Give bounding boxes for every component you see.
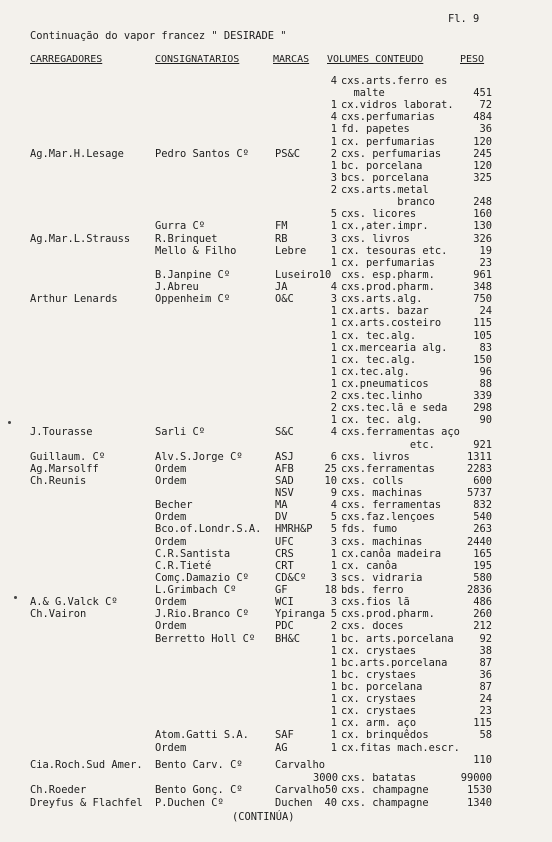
- cell-conteudo: cx. tesouras etc.: [341, 244, 448, 257]
- cell-consignatario: Ordem: [155, 511, 187, 524]
- table-row: [0, 367, 552, 379]
- cell-volumes: 6: [330, 450, 337, 463]
- cell-volumes: 1: [330, 378, 337, 390]
- table-row: [0, 100, 552, 112]
- cell-peso: 540: [473, 511, 492, 524]
- cell-peso: 325: [473, 171, 492, 184]
- table-row: [0, 798, 552, 810]
- cell-volumes: 3: [330, 571, 337, 584]
- cell-consignatario: C.R.Santista: [155, 547, 231, 560]
- cell-peso: 248: [473, 196, 492, 209]
- table-row: [0, 452, 552, 464]
- cell-conteudo: cxs. champagne: [341, 796, 429, 809]
- cell-peso: 115: [473, 717, 492, 730]
- cell-conteudo: cxs.arts.metal: [341, 184, 429, 197]
- cell-conteudo: cxs.tec.linho: [341, 390, 423, 403]
- table-row: [0, 706, 552, 718]
- cell-volumes: 4: [330, 111, 337, 124]
- cell-peso: 600: [473, 474, 492, 487]
- cell-carregador: Ch.Vairon: [30, 608, 87, 621]
- cell-conteudo: cx. perfumarias: [341, 135, 435, 148]
- cell-peso: 961: [473, 268, 492, 281]
- cell-marca: JA: [275, 281, 288, 294]
- cell-carregador: Ag.Mar.H.Lesage: [30, 147, 124, 160]
- cell-consignatario: Ordem: [155, 462, 187, 475]
- cell-marca: CRS: [275, 547, 294, 560]
- cell-carregador: Guillaum. Cº: [30, 450, 106, 463]
- cell-conteudo: cx. crystaes: [341, 693, 417, 706]
- cell-peso: 87: [479, 681, 492, 693]
- cell-conteudo: bc. arts.porcelana: [341, 632, 454, 645]
- table-row: [0, 427, 552, 439]
- cell-consignatario: P.Duchen Cº: [155, 796, 224, 809]
- cell-peso: 1311: [466, 450, 492, 463]
- cell-conteudo: cxs. livros: [341, 232, 410, 245]
- cell-consignatario: Alv.S.Jorge Cº: [155, 450, 243, 463]
- cell-carregador: Ch.Reunis: [30, 474, 87, 487]
- cell-conteudo: bc. porcelana: [341, 159, 423, 172]
- cell-volumes: 4: [330, 75, 337, 87]
- cell-volumes: 2: [330, 147, 337, 160]
- cell-peso: 23: [479, 705, 492, 718]
- table-row: [0, 258, 552, 270]
- cell-consignatario: Sarli Cº: [155, 426, 206, 439]
- cell-peso: 339: [473, 390, 492, 403]
- cell-marca: Ypiranga: [275, 608, 326, 621]
- table-row: [0, 391, 552, 403]
- cell-volumes: 1: [330, 256, 337, 269]
- table-row: [0, 221, 552, 233]
- table-row: [0, 537, 552, 549]
- cell-volumes: 1: [330, 729, 337, 742]
- cell-carregador: Ag.Marsolff: [30, 462, 99, 475]
- cell-volumes: 1: [330, 681, 337, 693]
- cell-volumes: 1: [330, 656, 337, 669]
- table-row: [0, 561, 552, 573]
- cell-volumes: 1: [330, 717, 337, 730]
- cell-volumes: 1: [330, 317, 337, 330]
- cell-conteudo: cxs.ferramentas aço: [341, 426, 460, 439]
- cell-volumes: 1: [330, 305, 337, 318]
- cell-marca: Carvalho: [275, 759, 326, 771]
- cell-conteudo: cx. crystaes: [341, 644, 417, 657]
- table-row: [0, 440, 552, 452]
- cell-conteudo: cx.arts. bazar: [341, 305, 429, 318]
- cell-volumes: 1: [330, 693, 337, 706]
- margin-mark: [14, 596, 17, 599]
- cell-marca: CRT: [275, 559, 294, 572]
- cell-conteudo: cxs.arts.ferro es: [341, 75, 448, 87]
- cell-volumes: 1: [330, 559, 337, 572]
- cell-consignatario: J.Rio.Branco Cº: [155, 608, 249, 621]
- cell-volumes: 3000: [313, 771, 339, 784]
- table-row: [0, 379, 552, 391]
- table-row: [0, 173, 552, 185]
- cell-peso: 2836: [466, 584, 492, 597]
- margin-mark: [8, 421, 11, 424]
- cell-consignatario: R.Brinquet: [155, 232, 218, 245]
- cell-marca: O&C: [275, 293, 294, 306]
- cell-volumes: 4: [330, 499, 337, 512]
- cell-volumes: 3: [330, 596, 337, 609]
- cell-conteudo: cx.tec.alg.: [341, 365, 410, 378]
- table-row: [0, 694, 552, 706]
- cell-volumes: 4: [330, 281, 337, 294]
- cell-volumes: 3: [330, 293, 337, 306]
- cell-marca: CD&Cº: [275, 571, 307, 584]
- cell-conteudo: cxs. perfumarias: [341, 147, 442, 160]
- cell-marca: NSV: [275, 487, 294, 500]
- cell-conteudo: cx. tec.alg.: [341, 329, 417, 342]
- cell-peso: 212: [473, 620, 492, 633]
- cell-consignatario: Atom.Gatti S.A.: [155, 729, 249, 742]
- cell-volumes: 9: [330, 487, 337, 500]
- cell-conteudo: cxs. licores: [341, 208, 417, 221]
- cell-conteudo: cx.arts.costeiro: [341, 317, 442, 330]
- table-row: [0, 658, 552, 670]
- cell-volumes: 1: [330, 632, 337, 645]
- cell-volumes: 1: [330, 547, 337, 560]
- cell-volumes: 1: [330, 414, 337, 427]
- table-row: [0, 524, 552, 536]
- cell-peso: 451: [473, 87, 492, 100]
- cell-conteudo: cxs.prod.pharm.: [341, 281, 435, 294]
- table-row: [0, 124, 552, 136]
- cell-consignatario: Bco.of.Londr.S.A.: [155, 523, 262, 536]
- table-row: [0, 403, 552, 415]
- cell-marca: PS&C: [275, 147, 301, 160]
- cell-marca: MA: [275, 499, 288, 512]
- cell-conteudo: cxs.perfumarias: [341, 111, 435, 124]
- cell-consignatario: Pedro Santos Cº: [155, 147, 249, 160]
- cell-volumes: 1: [330, 341, 337, 354]
- cell-volumes: 18: [324, 584, 337, 597]
- cell-conteudo: etc.: [341, 438, 435, 451]
- cell-volumes: 2: [330, 620, 337, 633]
- cell-conteudo: bds. ferro: [341, 584, 404, 597]
- cell-conteudo: cx.canôa madeira: [341, 547, 442, 560]
- cell-peso: 23: [479, 256, 492, 269]
- cell-volumes: 5: [330, 523, 337, 536]
- cell-peso: 484: [473, 111, 492, 124]
- cell-conteudo: cxs. champagne: [341, 784, 429, 796]
- cell-conteudo: bc. porcelana: [341, 681, 423, 693]
- cell-marca: Duchen: [275, 796, 313, 809]
- cell-conteudo: cx. crystaes: [341, 705, 417, 718]
- cell-volumes: 5: [330, 208, 337, 221]
- cell-conteudo: malte: [341, 87, 385, 100]
- cell-conteudo: cx. perfumarias: [341, 256, 435, 269]
- cell-carregador: J.Tourasse: [30, 426, 93, 439]
- cell-peso: 486: [473, 596, 492, 609]
- cell-volumes: 1: [330, 644, 337, 657]
- cell-conteudo: cx. arm. aço: [341, 717, 417, 730]
- cell-conteudo: cxs. machinas: [341, 535, 423, 548]
- table-row: [0, 306, 552, 318]
- cell-volumes: 1: [330, 99, 337, 112]
- cell-conteudo: cx.mercearia alg.: [341, 341, 448, 354]
- cell-marca: Carvalho50: [275, 784, 338, 796]
- cell-marca: UFC: [275, 535, 294, 548]
- cell-marca: Luseiro10: [275, 268, 332, 281]
- cell-peso: 150: [473, 353, 492, 366]
- cell-conteudo: cx.fitas mach.escr.: [341, 741, 460, 754]
- table-row: [0, 294, 552, 306]
- cell-peso: 19: [479, 244, 492, 257]
- cell-peso: 130: [473, 220, 492, 233]
- cell-peso: 260: [473, 608, 492, 621]
- cell-conteudo: cxs.fios lã: [341, 596, 410, 609]
- cell-carregador: A.& G.Valck Cº: [30, 596, 118, 609]
- table-row: [0, 318, 552, 330]
- cell-consignatario: Ordem: [155, 596, 187, 609]
- table-row: [0, 355, 552, 367]
- cell-consignatario: Bento Carv. Cº: [155, 759, 243, 771]
- cell-conteudo: fd. papetes: [341, 123, 410, 136]
- table-row: [0, 730, 552, 742]
- cell-consignatario: Ordem: [155, 474, 187, 487]
- cell-peso: 263: [473, 523, 492, 536]
- cell-conteudo: bcs. porcelana: [341, 171, 429, 184]
- cell-peso: 195: [473, 559, 492, 572]
- header-marcas: MARCAS: [273, 54, 310, 65]
- table-row: [0, 549, 552, 561]
- cell-conteudo: scs. vidraria: [341, 571, 423, 584]
- cell-peso: 2440: [466, 535, 492, 548]
- cell-peso: 72: [479, 99, 492, 112]
- cell-peso: 99000: [460, 771, 492, 784]
- cell-peso: 24: [479, 305, 492, 318]
- cell-marca: DV: [275, 511, 288, 524]
- cell-carregador: Arthur Lenards: [30, 293, 118, 306]
- cell-consignatario: Comç.Damazio Cº: [155, 571, 249, 584]
- cell-volumes: 10: [324, 474, 337, 487]
- cell-conteudo: cx.,ater.impr.: [341, 220, 429, 233]
- cell-volumes: 2: [330, 390, 337, 403]
- cell-marca: WCI: [275, 596, 294, 609]
- cell-conteudo: cxs.arts.alg.: [341, 293, 423, 306]
- cell-peso: 921: [473, 438, 492, 451]
- cell-conteudo: cxs. machinas: [341, 487, 423, 500]
- cell-consignatario: C.R.Tieté: [155, 559, 212, 572]
- cell-conteudo: cxs. livros: [341, 450, 410, 463]
- cell-volumes: 5: [330, 511, 337, 524]
- cell-volumes: 1: [330, 365, 337, 378]
- cell-conteudo: cxs.prod.pharm.: [341, 608, 435, 621]
- cell-conteudo: cx. canôa: [341, 559, 398, 572]
- cell-peso: 120: [473, 159, 492, 172]
- cell-marca: SAD: [275, 474, 294, 487]
- table-row: [0, 331, 552, 343]
- cell-peso: 832: [473, 499, 492, 512]
- cell-peso: 88: [479, 378, 492, 390]
- table-row: [0, 149, 552, 161]
- cell-consignatario: L.Grimbach Cº: [155, 584, 237, 597]
- cell-volumes: 1: [330, 135, 337, 148]
- cell-consignatario: B.Janpine Cº: [155, 268, 231, 281]
- header-consignatarios: CONSIGNATARIOS: [155, 54, 240, 65]
- cell-marca: SAF: [275, 729, 294, 742]
- cell-volumes: 1: [330, 668, 337, 681]
- cell-volumes: 2: [330, 402, 337, 415]
- cell-peso: 165: [473, 547, 492, 560]
- cell-peso: 36: [479, 668, 492, 681]
- cell-peso: 750: [473, 293, 492, 306]
- cell-peso: 96: [479, 365, 492, 378]
- cell-carregador: Dreyfus & Flachfel: [30, 796, 143, 809]
- cell-conteudo: bc.arts.porcelana: [341, 656, 448, 669]
- cell-peso: 160: [473, 208, 492, 221]
- cell-volumes: 1: [330, 123, 337, 136]
- cell-marca: ASJ: [275, 450, 294, 463]
- table-row: [0, 621, 552, 633]
- cell-volumes: 3: [330, 171, 337, 184]
- header-peso: PESO: [460, 54, 485, 65]
- cell-volumes: 1: [330, 329, 337, 342]
- table-row: [0, 137, 552, 149]
- cell-peso: 245: [473, 147, 492, 160]
- table-row: [0, 343, 552, 355]
- cell-conteudo: cxs. batatas: [341, 771, 417, 784]
- cell-conteudo: bc. crystaes: [341, 668, 417, 681]
- cell-peso: 1340: [466, 796, 492, 809]
- table-row: [0, 785, 552, 797]
- cell-carregador: Cia.Roch.Sud Amer.: [30, 759, 143, 771]
- table-row: [0, 88, 552, 100]
- cell-peso: 5737: [466, 487, 492, 500]
- cell-marca: GF: [275, 584, 288, 597]
- table-row: [0, 743, 552, 755]
- cell-peso: 24: [479, 693, 492, 706]
- cell-conteudo: cxs. ferramentas: [341, 499, 442, 512]
- cell-volumes: 5: [330, 608, 337, 621]
- cell-peso: 58: [479, 729, 492, 742]
- cell-marca: HMRH&P: [275, 523, 313, 536]
- cell-conteudo: cx. tec.alg.: [341, 353, 417, 366]
- cell-conteudo: branco: [341, 196, 435, 209]
- cell-consignatario: Berretto Holl Cº: [155, 632, 256, 645]
- cell-marca: AG: [275, 741, 288, 754]
- table-row: [0, 682, 552, 694]
- cell-volumes: 1: [330, 741, 337, 754]
- table-row: [0, 670, 552, 682]
- cell-peso: 92: [479, 632, 492, 645]
- cell-conteudo: cxs.ferramentas: [341, 462, 435, 475]
- cell-volumes: 1: [330, 353, 337, 366]
- table-row: [0, 760, 552, 772]
- cell-consignatario: Gurra Cº: [155, 220, 206, 233]
- cell-volumes: 25: [324, 462, 337, 475]
- cell-peso: 115: [473, 317, 492, 330]
- cell-conteudo: cxs. colls: [341, 474, 404, 487]
- cell-marca: AFB: [275, 462, 294, 475]
- cell-conteudo: cxs. esp.pharm.: [341, 268, 435, 281]
- cell-consignatario: Bento Gonç. Cº: [155, 784, 243, 796]
- cell-marca: BH&C: [275, 632, 301, 645]
- cell-volumes: 3: [330, 232, 337, 245]
- cell-peso: 120: [473, 135, 492, 148]
- document-title: Continuação do vapor francez " DESIRADE ": [30, 30, 287, 42]
- cell-carregador: Ag.Mar.L.Strauss: [30, 232, 131, 245]
- cell-consignatario: Oppenheim Cº: [155, 293, 231, 306]
- cell-consignatario: Becher: [155, 499, 193, 512]
- cell-peso: 83: [479, 341, 492, 354]
- cell-peso: 580: [473, 571, 492, 584]
- cell-conteudo: fds. fumo: [341, 523, 398, 536]
- cell-peso: 105: [473, 329, 492, 342]
- cell-carregador: Ch.Roeder: [30, 784, 87, 796]
- table-row: [0, 773, 552, 785]
- cell-volumes: 1: [330, 244, 337, 257]
- header-carregadores: CARREGADORES: [30, 54, 103, 65]
- table-row: [0, 646, 552, 658]
- cell-peso: 298: [473, 402, 492, 415]
- cell-volumes: 4: [330, 426, 337, 439]
- cell-consignatario: Ordem: [155, 535, 187, 548]
- cell-peso: 38: [479, 644, 492, 657]
- cell-volumes: 1: [330, 159, 337, 172]
- cell-conteudo: cx.vidros laborat.: [341, 99, 454, 112]
- table-row: [0, 112, 552, 124]
- table-row: [0, 246, 552, 258]
- cell-peso: 348: [473, 281, 492, 294]
- header-volumes-conteudo: VOLUMES CONTEUDO: [327, 54, 424, 65]
- cell-conteudo: cxs. doces: [341, 620, 404, 633]
- cell-peso: 326: [473, 232, 492, 245]
- cell-peso: 90: [479, 414, 492, 427]
- cell-peso: 2283: [466, 462, 492, 475]
- cell-conteudo: cxs.faz.lençoes: [341, 511, 435, 524]
- cell-conteudo: cx. tec. alg.: [341, 414, 423, 427]
- cell-consignatario: J.Abreu: [155, 281, 199, 294]
- table-row: [0, 76, 552, 88]
- table-row: [0, 197, 552, 209]
- cell-marca: PDC: [275, 620, 294, 633]
- table-row: [0, 234, 552, 246]
- cell-marca: S&C: [275, 426, 294, 439]
- cell-volumes: 1: [330, 220, 337, 233]
- cell-consignatario: Mello & Filho: [155, 244, 237, 257]
- cell-volumes: 1: [330, 705, 337, 718]
- cell-peso: 36: [479, 123, 492, 136]
- cell-peso: 110: [473, 753, 492, 766]
- cell-volumes: 40: [324, 796, 337, 809]
- cell-peso: 1530: [466, 784, 492, 796]
- cell-conteudo: cxs.tec.lã e seda: [341, 402, 448, 415]
- cell-conteudo: cx.pneumaticos: [341, 378, 429, 390]
- cell-consignatario: Ordem: [155, 620, 187, 633]
- cell-marca: RB: [275, 232, 288, 245]
- continua-label: (CONTINÚA): [232, 811, 295, 823]
- table-row: [0, 185, 552, 197]
- table-row: [0, 161, 552, 173]
- cell-marca: FM: [275, 220, 288, 233]
- cell-peso: 87: [479, 656, 492, 669]
- cell-volumes: 2: [330, 184, 337, 197]
- cell-conteudo: cx. brinquêdos: [341, 729, 429, 742]
- table-row: [0, 634, 552, 646]
- cell-marca: Lebre: [275, 244, 307, 257]
- cell-consignatario: Ordem: [155, 741, 187, 754]
- page-number: Fl. 9: [448, 13, 480, 25]
- cell-volumes: 3: [330, 535, 337, 548]
